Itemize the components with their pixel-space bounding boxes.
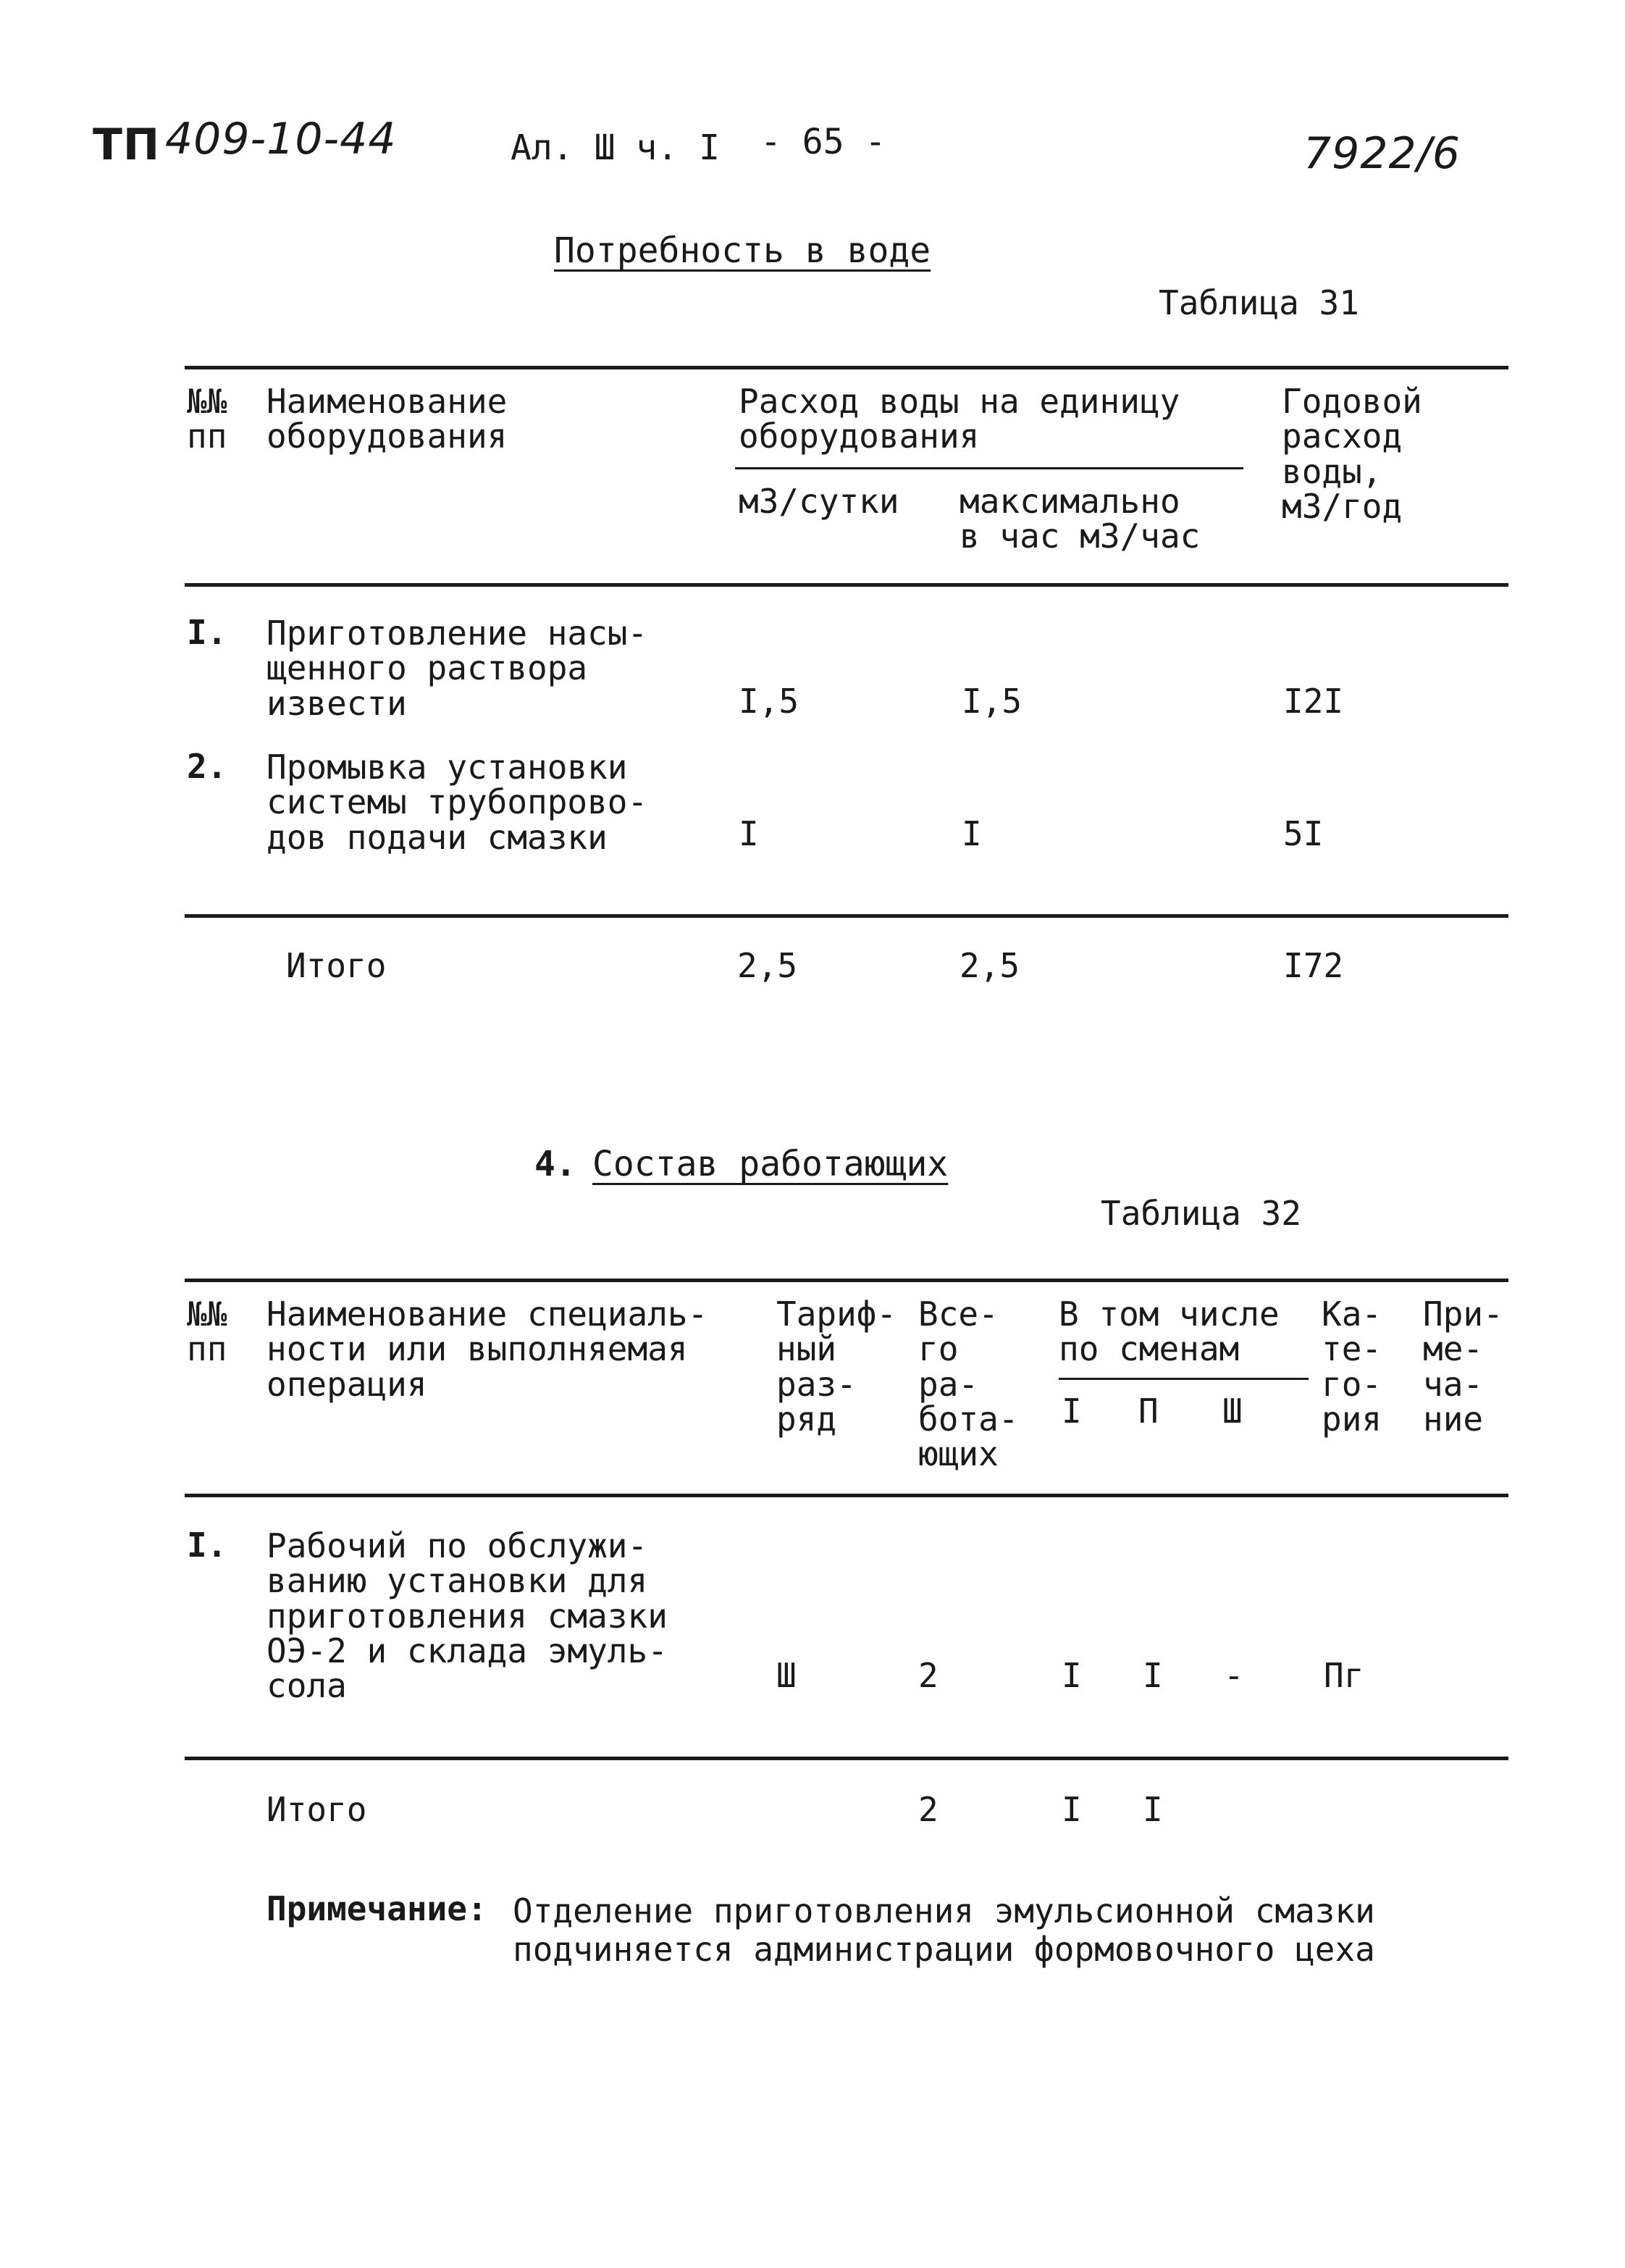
- document-code-number: 409-10-44: [165, 114, 397, 164]
- table-32-header-num: №№ пп: [187, 1294, 227, 1369]
- table-31-total-per-hour: 2,5: [960, 946, 1020, 985]
- table-31-header-rule: [185, 583, 1508, 587]
- table-32-row-1-shift-3: -: [1224, 1656, 1244, 1695]
- table-32-header-category: Ка- те- го- рия: [1322, 1294, 1382, 1439]
- table-32-header-note: При- ме- ча- ние: [1423, 1294, 1503, 1439]
- table-32-row-1-shift-1: I: [1062, 1656, 1082, 1695]
- table-31-header-annual: Годовой расход воды, м3/год: [1282, 382, 1422, 526]
- table-31-total-annual: I72: [1283, 946, 1344, 985]
- table-31-header-per-day: м3/сутки: [739, 482, 899, 521]
- table-31-row-1-num: I.: [187, 613, 227, 652]
- table-31-header-name: Наименование оборудования: [266, 382, 508, 456]
- table-32-row-1-category: Пг: [1324, 1656, 1364, 1695]
- table-31-row-1-name: Приготовление насы- щенного раствора извести: [266, 614, 648, 723]
- table-32-total-shift-2: I: [1143, 1790, 1163, 1829]
- table-31-header-rate: Расход воды на единицу оборудования: [739, 382, 1180, 456]
- table-32-total-label: Итого: [266, 1790, 367, 1829]
- footnote-label: Примечание:: [266, 1889, 487, 1928]
- table-31-subheader-rule: [735, 467, 1243, 469]
- staff-section-title: Состав работающих: [592, 1144, 949, 1184]
- table-31-header-per-hour: максимально в час м3/час: [960, 482, 1201, 556]
- table-32-header-grade: Тариф- ный раз- ряд: [776, 1294, 897, 1439]
- table-32-row-1-num: I.: [187, 1526, 227, 1565]
- table-32-row-1-grade: Ш: [776, 1656, 797, 1695]
- table-31-row-2-num: 2.: [187, 747, 227, 786]
- table-31-row-2-per-hour: I: [962, 814, 982, 853]
- table-31-row-2-annual: 5I: [1283, 814, 1324, 853]
- table-31-row-2-name: Промывка установки системы трубопрово- дов подачи смазки: [266, 748, 648, 857]
- table-31-row-1-per-hour: I,5: [962, 682, 1023, 721]
- table-31-top-rule: [185, 366, 1508, 369]
- document-code-prefix: ТП: [93, 120, 161, 170]
- table-31-label: Таблица 31: [1159, 283, 1359, 322]
- footnote-text: Отделение приготовления эмульсионной смазки подчиняется администрации формовочного цеха: [513, 1891, 1375, 1969]
- table-32-row-1-shift-2: I: [1143, 1656, 1163, 1695]
- table-32-header-name: Наименование специаль- ности или выполняемая операция: [266, 1294, 708, 1404]
- staff-section-number: 4.: [534, 1144, 576, 1184]
- table-31-row-1-per-day: I,5: [739, 682, 799, 721]
- table-31-total-per-day: 2,5: [737, 946, 798, 985]
- table-32-header-shift-3: Ш: [1222, 1392, 1243, 1431]
- table-32-header-shift-2: П: [1138, 1392, 1159, 1431]
- table-32-row-1-total: 2: [918, 1656, 939, 1695]
- table-32-header-rule: [185, 1494, 1508, 1497]
- table-31-row-1-annual: I2I: [1283, 682, 1344, 721]
- table-31-header-num: №№ пп: [187, 382, 227, 456]
- table-31-row-2-per-day: I: [739, 814, 759, 853]
- table-32-label: Таблица 32: [1101, 1194, 1301, 1233]
- table-32-total-shift-1: I: [1062, 1790, 1082, 1829]
- table-32-header-total: Все- го ра- бота- ющих: [918, 1294, 1019, 1474]
- table-31-total-rule: [185, 914, 1508, 918]
- table-32-total-rule: [185, 1757, 1508, 1760]
- page-number: - 65 -: [760, 122, 886, 162]
- table-32-shift-rule: [1059, 1378, 1309, 1380]
- archive-number: 7922/6: [1303, 128, 1461, 179]
- table-32-header-shift-1: I: [1062, 1392, 1082, 1431]
- table-32-row-1-name: Рабочий по обслужи- ванию установки для приготовления смазки ОЭ-2 и склада эмуль- сола: [266, 1526, 668, 1706]
- album-reference: Ал. Ш ч. I: [511, 127, 720, 168]
- table-31-total-label: Итого: [286, 946, 387, 985]
- table-32-header-shifts: В том числе по сменам: [1059, 1294, 1280, 1369]
- water-section-title: Потребность в воде: [554, 230, 931, 271]
- table-32-total-total: 2: [918, 1790, 939, 1829]
- table-32-top-rule: [185, 1279, 1508, 1282]
